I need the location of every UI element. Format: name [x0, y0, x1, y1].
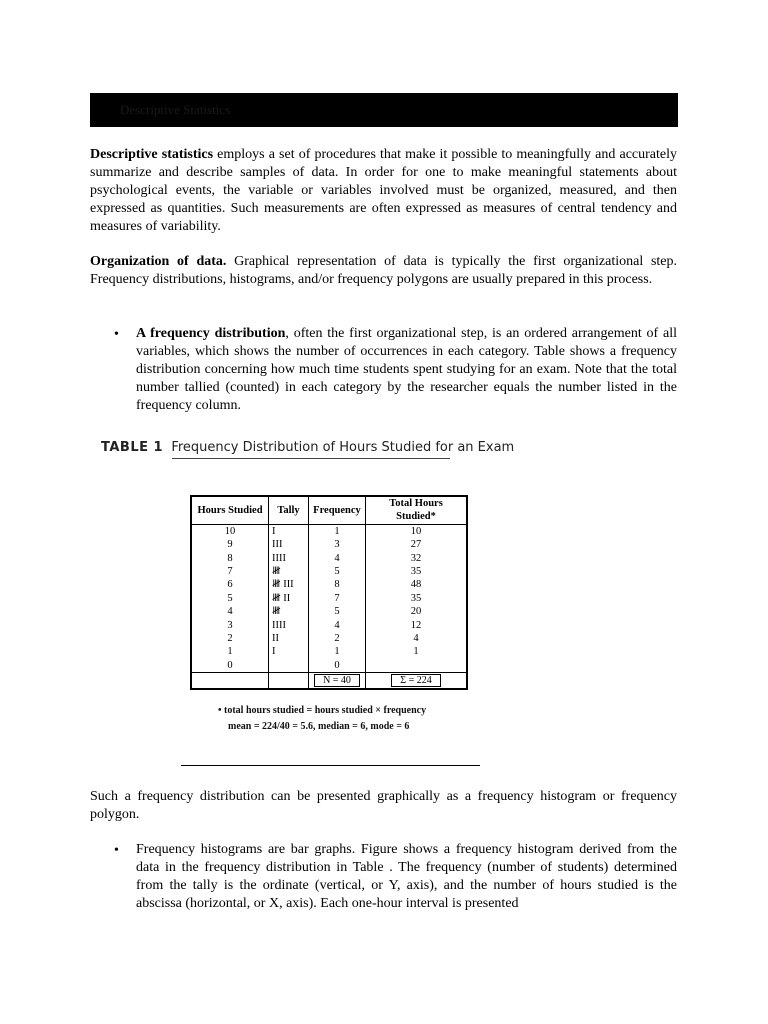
cell-total: 12: [366, 619, 468, 632]
table-row: [191, 645, 467, 658]
cell-tally: 𝍸: [269, 605, 309, 618]
cell-total: 10: [366, 524, 468, 538]
total-sum: Σ = 224: [391, 674, 440, 687]
cell-frequency: 3: [309, 538, 366, 551]
cell-total: 48: [366, 578, 468, 591]
cell-frequency: 8: [309, 578, 366, 591]
cell-hours: 9: [191, 538, 269, 551]
bullet-marker: •: [114, 327, 119, 342]
table-row: [191, 632, 467, 645]
cell-hours: 3: [191, 619, 269, 632]
table-row: [191, 605, 467, 618]
header-hours-studied: Hours Studied: [191, 496, 269, 524]
cell-frequency: 0: [309, 659, 366, 673]
section-header-bar: [90, 93, 678, 127]
table-body: [191, 524, 467, 672]
table-end-rule: [181, 765, 480, 766]
cell-frequency: 5: [309, 605, 366, 618]
header-tally: Tally: [269, 496, 309, 524]
histogram-intro-paragraph: Such a frequency distribution can be presented graphically as a frequency histogram or frequency polygon.: [90, 789, 677, 822]
cell-frequency: 2: [309, 632, 366, 645]
table-row: [191, 552, 467, 565]
total-empty-2: [269, 673, 309, 690]
cell-hours: 7: [191, 565, 269, 578]
cell-tally: 𝍸 III: [269, 578, 309, 591]
cell-frequency: 4: [309, 552, 366, 565]
intro-paragraph: [90, 146, 677, 236]
table-row: [191, 538, 467, 551]
total-n-cell: [309, 673, 366, 690]
cell-frequency: 7: [309, 592, 366, 605]
cell-hours: 10: [191, 524, 269, 538]
cell-tally: IIII: [269, 552, 309, 565]
table-row: [191, 565, 467, 578]
cell-hours: 2: [191, 632, 269, 645]
cell-hours: 5: [191, 592, 269, 605]
cell-tally: II: [269, 632, 309, 645]
cell-total: 1: [366, 645, 468, 658]
footnote-line-2: mean = 224/40 = 5.6, median = 6, mode = 6: [228, 721, 410, 732]
cell-tally: I: [269, 645, 309, 658]
cell-total: 32: [366, 552, 468, 565]
table-header-row: [191, 496, 467, 524]
caption-underline: [172, 458, 450, 459]
cell-total: 35: [366, 592, 468, 605]
cell-frequency: 1: [309, 524, 366, 538]
total-sum-cell: [366, 673, 468, 690]
table-row: [191, 659, 467, 673]
organization-paragraph: [90, 253, 677, 289]
table-total-row: [191, 673, 467, 690]
histogram-bullet: Frequency histograms are bar graphs. Figure shows a frequency histogram derived from the data in the frequency distribution in Table . The frequency (number of students) determined from the tally is the ordinate (vertical, or Y, axis), and the number of hours studied is the abscissa (horizontal, or X, axis). Each one-hour interval is presented: [136, 842, 677, 911]
total-n: N = 40: [314, 674, 360, 687]
cell-frequency: 5: [309, 565, 366, 578]
cell-hours: 4: [191, 605, 269, 618]
table-caption-title: Frequency Distribution of Hours Studied for an Exam: [171, 440, 515, 455]
cell-tally: [269, 659, 309, 673]
intro-term: Descriptive statistics: [90, 147, 214, 162]
cell-total: [366, 659, 468, 673]
cell-total: 27: [366, 538, 468, 551]
cell-hours: 6: [191, 578, 269, 591]
footnote-line-1: • total hours studied = hours studied × frequency: [218, 705, 427, 716]
table-row: [191, 524, 467, 538]
cell-tally: 𝍸 II: [269, 592, 309, 605]
table-footnote: [218, 703, 426, 735]
cell-tally: I: [269, 524, 309, 538]
bullet-marker-2: •: [114, 843, 119, 858]
frequency-table: [190, 495, 468, 690]
cell-hours: 0: [191, 659, 269, 673]
cell-tally: IIII: [269, 619, 309, 632]
header-frequency: Frequency: [309, 496, 366, 524]
cell-hours: 8: [191, 552, 269, 565]
cell-tally: 𝍸: [269, 565, 309, 578]
organization-term: Organization of data.: [90, 254, 227, 269]
intro-text: employs a set of procedures that make it possible to meaningfully and accurately summarize and describe samples of data. In order for one to make meaningful statements about psychological events, the variable or variables involved must be organized, measured, and then expressed as quantities. Such measurements are often expressed as measures of central tendency and measures of variability.: [90, 147, 677, 234]
cell-frequency: 4: [309, 619, 366, 632]
organization-text: Graphical representation of data is typically the first organizational step. Frequency distributions, histograms, and/or frequency polygons are usually prepared in this process.: [90, 254, 677, 287]
table-row: [191, 578, 467, 591]
frequency-distribution-bullet: [136, 325, 677, 415]
section-header-title: Descriptive Statistics: [120, 102, 231, 117]
bullet1-term: A frequency distribution: [136, 326, 286, 341]
table-caption: [101, 440, 514, 455]
total-empty-1: [191, 673, 269, 690]
cell-frequency: 1: [309, 645, 366, 658]
cell-total: 4: [366, 632, 468, 645]
bullet1-text: , often the first organizational step, is an ordered arrangement of all variables, which shows the number of occurrences in each category. Table shows a frequency distribution concerning how much time students spent studying for an exam. Note that the total number tallied (counted) in each category by the researcher equals the number listed in the frequency column.: [136, 326, 678, 413]
cell-hours: 1: [191, 645, 269, 658]
header-total-hours: Total Hours Studied*: [366, 496, 468, 524]
table-row: [191, 619, 467, 632]
table-row: [191, 592, 467, 605]
table-caption-number: TABLE 1: [101, 440, 164, 455]
cell-total: 35: [366, 565, 468, 578]
cell-tally: III: [269, 538, 309, 551]
cell-total: 20: [366, 605, 468, 618]
